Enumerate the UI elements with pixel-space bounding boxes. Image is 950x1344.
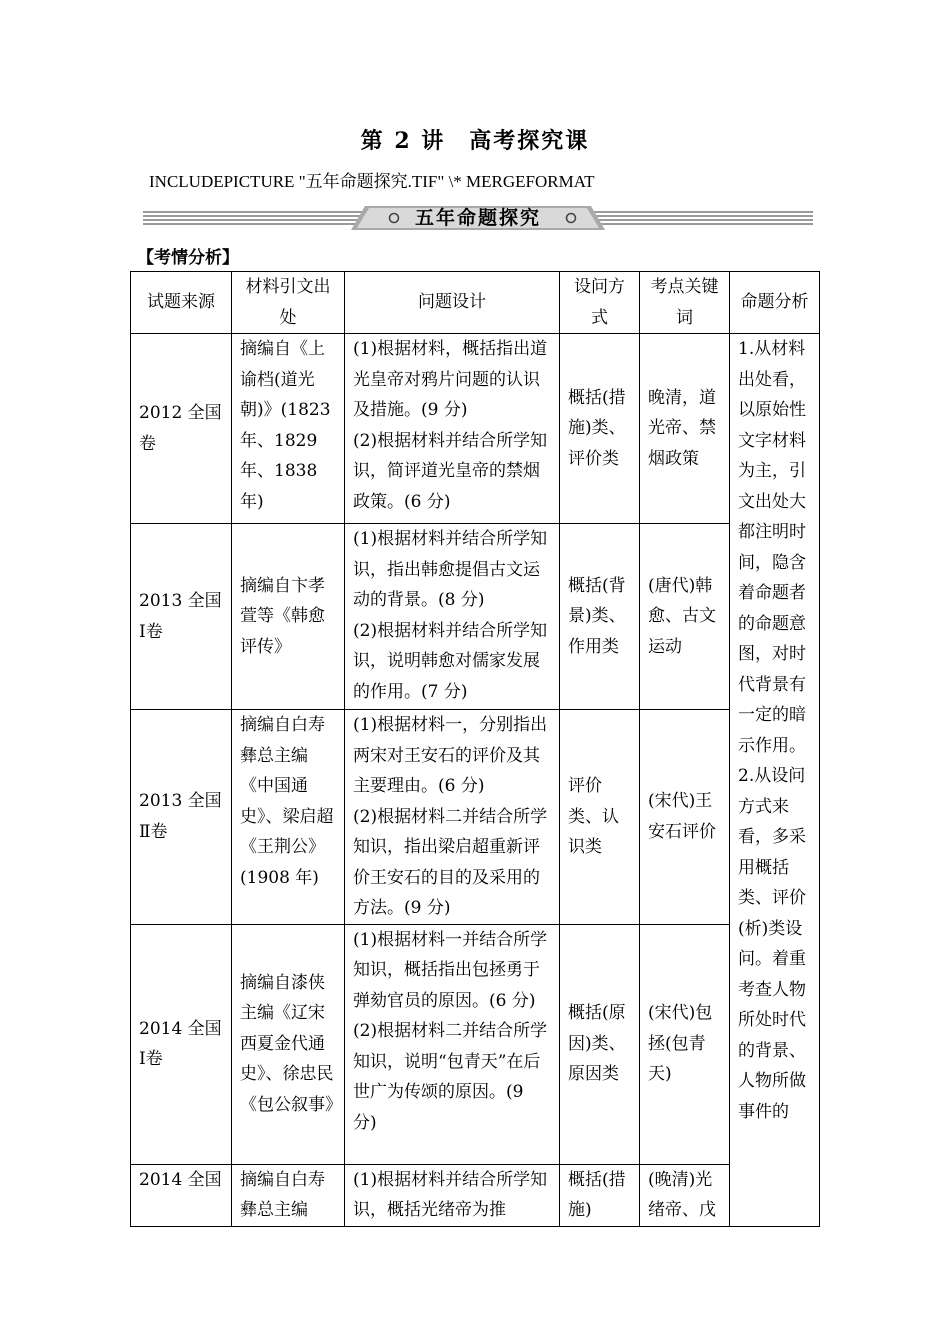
- cell-material: 摘编自《上谕档(道光朝)》(1823 年、1829 年、1838 年): [232, 334, 345, 524]
- cell-keywords: (晚清)光绪帝、戊: [640, 1164, 730, 1226]
- include-picture-field: INCLUDEPICTURE "五年命题探究.TIF" \* MERGEFORMAT: [149, 172, 595, 191]
- question-item: (2)根据材料并结合所学知识，简评道光皇帝的禁烟政策。(6 分): [353, 430, 548, 512]
- cell-questions: [345, 334, 560, 524]
- cell-keywords: (宋代)包拯(包青天): [640, 924, 730, 1164]
- question-item: (1)根据材料，概括指出道光皇帝对鸦片问题的认识及措施。(9 分): [353, 339, 548, 420]
- section-banner: [143, 204, 813, 232]
- question-item: (2)根据材料并结合所学知识，说明韩愈对儒家发展的作用。(7 分): [353, 620, 548, 702]
- cell-source: 2013 全国Ⅱ卷: [131, 710, 232, 925]
- cell-keywords: (宋代)王安石评价: [640, 710, 730, 925]
- table-row: [131, 524, 820, 710]
- cell-keywords: (唐代)韩愈、古文运动: [640, 524, 730, 710]
- cell-questions: [345, 524, 560, 710]
- banner-label: 五年命题探究: [414, 207, 541, 229]
- table-row: [131, 710, 820, 925]
- table-row: [131, 924, 820, 1164]
- cell-method: 概括(措施): [560, 1164, 640, 1226]
- cell-analysis: 1.从材料出处看，以原始性文字材料为主，引文出处大都注明时间，隐含着命题者的命题意图，对时代背景有一定的暗示作用。2.从设问方式来看，多采用概括类、评价(析)类设问。着重考查人物所处时代的背景、人物所做事件的: [730, 334, 820, 1227]
- header-material: 材料引文出处: [232, 272, 345, 334]
- cell-source: 2012 全国卷: [131, 334, 232, 524]
- cell-method: 概括(措施)类、评价类: [560, 334, 640, 524]
- header-keywords: 考点关键词: [640, 272, 730, 334]
- table-header-row: [131, 272, 820, 334]
- question-item: (1)根据材料并结合所学知识，指出韩愈提倡古文运动的背景。(8 分): [353, 529, 548, 610]
- cell-material: 摘编自白寿彝总主编《中国通史》、梁启超《王荆公》(1908 年): [232, 710, 345, 925]
- header-source: 试题来源: [131, 272, 232, 334]
- page-title: 第 2 讲 高考探究课: [360, 128, 590, 154]
- cell-source: 2013 全国Ⅰ卷: [131, 524, 232, 710]
- table-row: [131, 334, 820, 524]
- question-item: (1)根据材料一并结合所学知识，概括指出包拯勇于弹劾官员的原因。(6 分): [353, 929, 548, 1011]
- cell-method: 概括(原因)类、原因类: [560, 924, 640, 1164]
- exam-analysis-table: [130, 271, 820, 1227]
- cell-material: 摘编自漆侠主编《辽宋西夏金代通史》、徐忠民《包公叙事》: [232, 924, 345, 1164]
- cell-source: 2014 全国: [131, 1164, 232, 1226]
- cell-questions: [345, 710, 560, 925]
- cell-questions: [345, 1164, 560, 1226]
- cell-material: 摘编自白寿彝总主编: [232, 1164, 345, 1226]
- cell-keywords: 晚清，道光帝、禁烟政策: [640, 334, 730, 524]
- question-item: (1)根据材料并结合所学知识，概括光绪帝为推: [353, 1169, 548, 1220]
- section-heading: 【考情分析】: [137, 248, 239, 268]
- table-row: [131, 1164, 820, 1226]
- header-questions: 问题设计: [345, 272, 560, 334]
- cell-questions: [345, 924, 560, 1164]
- question-item: (2)根据材料二并结合所学知识，说明“包青天”在后世广为传颂的原因。(9 分): [353, 1021, 548, 1133]
- cell-method: 概括(背景)类、作用类: [560, 524, 640, 710]
- cell-method: 评价类、认识类: [560, 710, 640, 925]
- header-analysis: 命题分析: [730, 272, 820, 334]
- question-item: (1)根据材料一，分别指出两宋对王安石的评价及其主要理由。(6 分): [353, 715, 548, 796]
- cell-source: 2014 全国Ⅰ卷: [131, 924, 232, 1164]
- question-item: (2)根据材料二并结合所学知识，指出梁启超重新评价王安石的目的及采用的方法。(9 分): [353, 806, 548, 918]
- cell-material: 摘编自卞孝萱等《韩愈评传》: [232, 524, 345, 710]
- header-method: 设问方式: [560, 272, 640, 334]
